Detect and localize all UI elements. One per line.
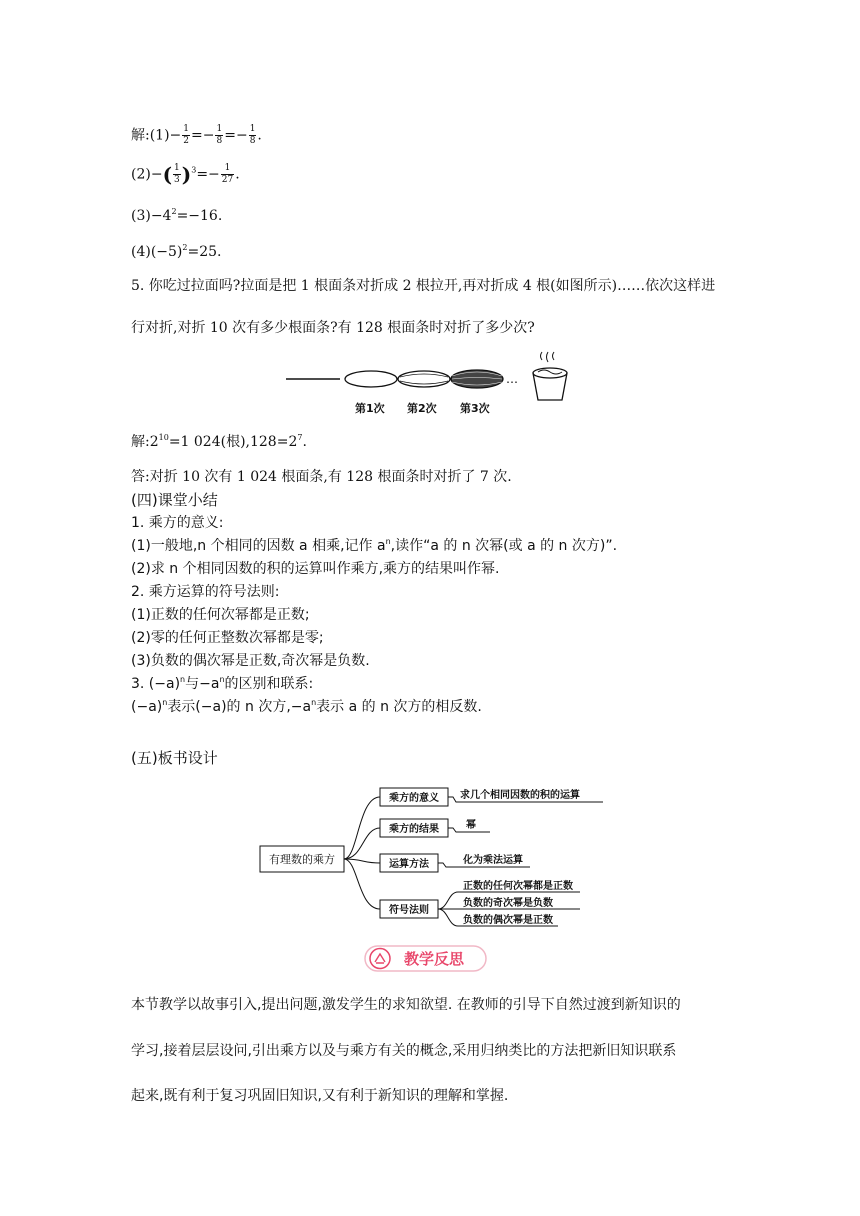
paren: ( [162,162,173,187]
summary-item-2-3: (3)负数的偶次幂是正数,奇次幂是负数. [131,653,370,669]
noodle-bowl-icon [533,352,567,400]
figure-ellipsis: … [506,372,518,386]
text: . [235,166,240,183]
mindmap-node-result-label: 乘方的结果 [389,824,439,835]
mindmap-root-label: 有理数的乘方 [269,853,335,866]
problem-5-solution [131,432,307,452]
solution-4-line-4 [131,242,222,262]
exponent: 3 [191,165,197,175]
text: (1)一般地,n 个相同的因数 a 相乘,记作 a [131,538,386,554]
fraction [215,124,223,147]
text: =− [196,166,220,183]
reflection-badge [364,944,488,974]
reflection-line-2: 学习,接着层层设问,引出乘方以及与乘方有关的概念,采用归纳类比的方法把新旧知识联系 [131,1043,677,1059]
mindmap-leaf-method: 化为乘法运算 [463,855,523,866]
summary-item-1-1 [131,536,617,556]
text: 解:(1)− [131,127,182,144]
reflection-line-1: 本节教学以故事引入,提出问题,激发学生的求知欲望. 在教师的引导下自然过渡到新知识的 [131,997,681,1013]
text: =1 024(根),128=2 [168,434,298,450]
mindmap-node-method-label: 运算方法 [389,859,429,870]
numerator: 1 [174,163,180,173]
mindmap-leaf-meaning: 求几个相同因数的积的运算 [460,790,580,801]
text: 表示 a 的 n 次方的相反数. [316,699,482,715]
exponent: n [311,698,317,707]
numerator: 1 [183,124,190,134]
numerator: 1 [216,124,223,134]
text: =−16. [176,208,223,224]
summary-item-2-1: (1)正数的任何次幂都是正数; [131,607,310,623]
problem-5-line-2: 行对折,对折 10 次有多少根面条?有 128 根面条时对折了多少次? [131,320,535,336]
summary-item-3-1 [131,697,482,717]
text: 与−a [185,676,220,692]
text: =25. [187,244,222,260]
text: 表示(−a)的 n 次方,−a [167,699,312,715]
text: (4)(−5) [131,244,183,260]
denominator: 8 [216,136,223,146]
denominator: 27 [221,175,234,185]
text: 3. (−a) [131,676,181,692]
fraction [173,163,181,186]
noodle-fold-3 [451,370,503,388]
exponent: 2 [171,207,177,216]
board-heading: (五)板书设计 [131,749,218,767]
text: =− [191,127,215,144]
problem-5-answer: 答:对折 10 次有 1 024 根面条,有 128 根面条时对折了 7 次. [131,469,512,485]
solution-4-line-1: 解:(1)− $\frac{1}{2}$ =− $\frac{1}{8}$ =− $\frac{1}{8}$ . [131,124,262,146]
denominator: 3 [174,175,180,185]
board-design-mindmap [258,782,608,932]
denominator: 8 [249,136,256,146]
exponent: n [162,698,168,707]
exponent: 7 [297,433,303,442]
summary-item-1: 1. 乘方的意义: [131,515,224,531]
exponent: n [219,675,225,684]
numerator: 1 [221,163,234,175]
text: ,读作“a 的 n 次幂(或 a 的 n 次方)”. [390,538,618,554]
summary-item-3 [131,674,313,694]
reflection-badge-label: 教学反思 [403,950,465,968]
reflection-icon [370,949,390,969]
noodle-fold-figure [280,350,580,418]
summary-item-1-2: (2)求 n 个相同因数的积的运算叫作乘方,乘方的结果叫作幂. [131,561,500,577]
text: . [302,434,307,450]
noodle-fold-1 [345,371,397,387]
mindmap-node-sign-label: 符号法则 [389,905,429,916]
exponent: n [385,537,391,546]
problem-5-line-1: 5. 你吃过拉面吗?拉面是把 1 根面条对折成 2 根拉开,再对折成 4 根(如图所示)……依次这样进 [131,278,716,294]
summary-item-2: 2. 乘方运算的符号法则: [131,584,280,600]
numerator: 1 [249,124,256,134]
mindmap-leaf-sign-2: 负数的奇次幂是负数 [463,898,553,909]
exponent: 2 [182,243,188,252]
denominator: 2 [183,136,190,146]
noodle-fold-2 [398,371,450,387]
summary-heading: (四)课堂小结 [131,491,218,509]
fraction [221,163,234,186]
summary-item-2-2: (2)零的任何正整数次幂都是零; [131,630,324,646]
fraction [182,124,190,147]
exponent: 10 [158,433,169,442]
fraction [249,124,257,147]
solution-4-line-2 [131,163,240,186]
text: 的区别和联系: [224,676,314,692]
figure-label-2: 第2次 [407,402,437,415]
text: 解:2 [131,434,159,450]
mindmap-leaf-sign-3: 负数的偶次幂是正数 [463,915,553,926]
mindmap-leaf-result: 幂 [466,820,476,831]
paren: ) [181,162,192,187]
mindmap-node-meaning-label: 乘方的意义 [389,793,439,804]
text: (−a) [131,699,163,715]
exponent: n [180,675,186,684]
figure-label-1: 第1次 [355,402,385,415]
text: . [257,127,262,144]
solution-4-line-3 [131,206,222,226]
text: (3)−4 [131,208,172,224]
reflection-line-3: 起来,既有利于复习巩固旧知识,又有利于新知识的理解和掌握. [131,1088,509,1104]
mindmap-leaf-sign-1: 正数的任何次幂都是正数 [463,881,573,892]
figure-label-3: 第3次 [460,402,490,415]
text: (2)− [131,166,163,183]
